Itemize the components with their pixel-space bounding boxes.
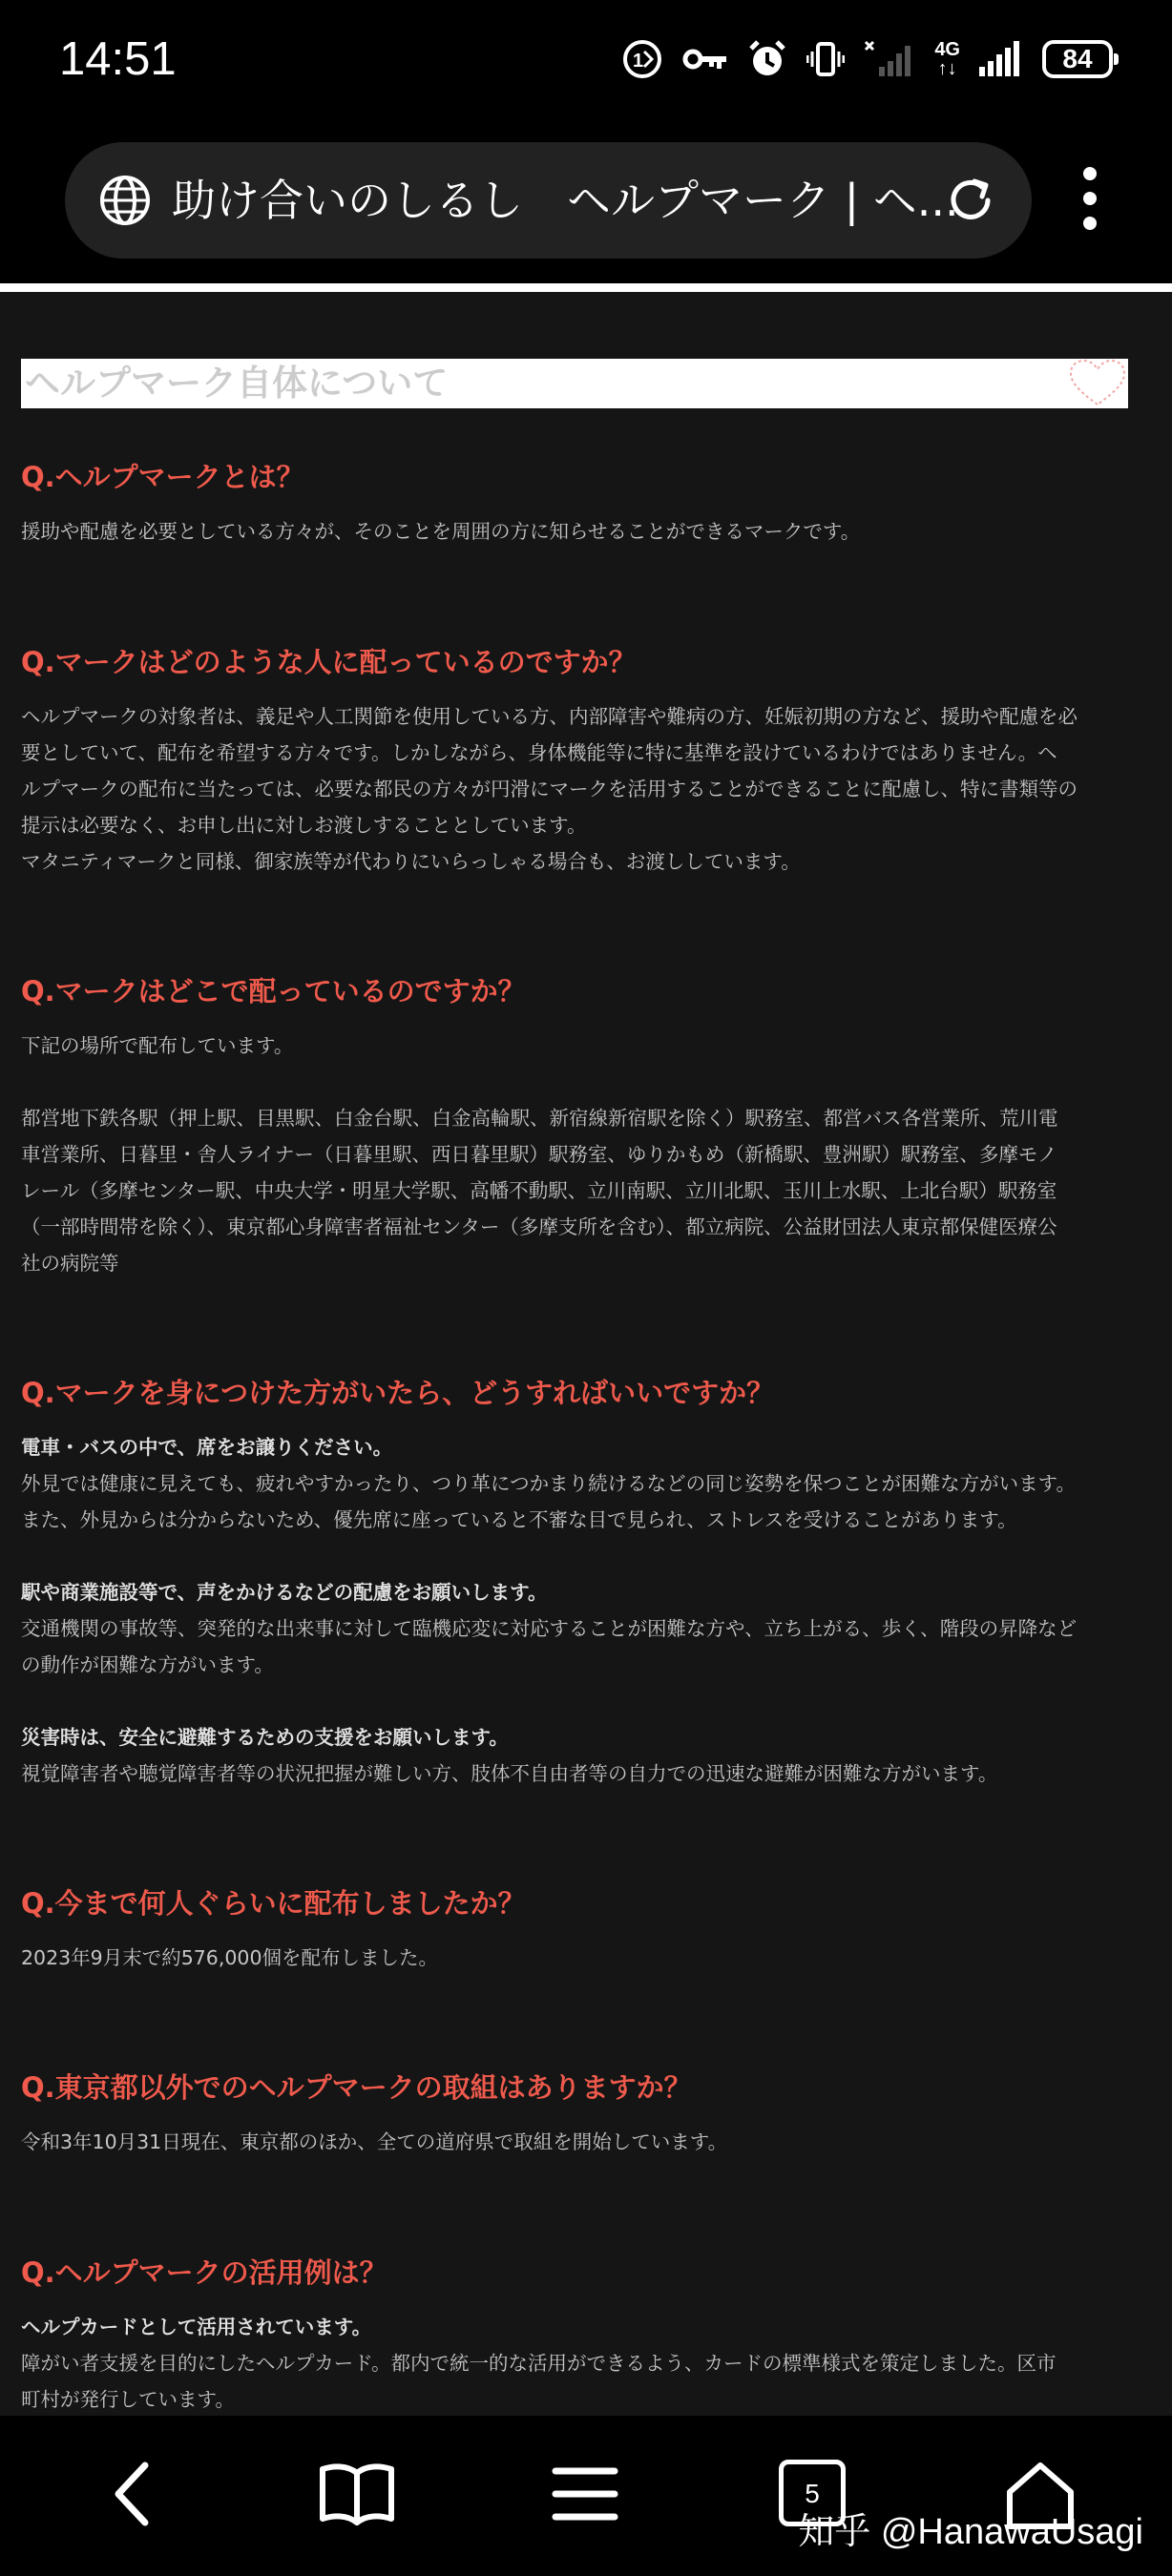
status-bar: [0, 0, 1172, 119]
answer-subheading: 災害時は、安全に避難するための支援をお願いします。: [21, 1726, 509, 1749]
faq-question: Q.マークはどのような人に配っているのですか？: [21, 646, 637, 678]
faq-question: Q.今まで何人ぐらいに配布しましたか？: [21, 1887, 526, 1920]
answer-line: 提示は必要なく、お申し出に対しお渡しすることとしています。: [21, 814, 587, 837]
faq-answer: [21, 2309, 1119, 2416]
answer-line: 社の病院等: [21, 1252, 119, 1275]
faq-item: [21, 643, 1119, 880]
alarm-icon: [747, 39, 787, 79]
browser-toolbar: [0, 119, 1172, 283]
answer-subheading: ヘルプカードとして活用されています。: [21, 2316, 372, 2338]
vpn-key-icon: [682, 45, 728, 73]
reload-icon[interactable]: [944, 174, 997, 231]
answer-subheading: 電車・バスの中で、席をお譲りください。: [21, 1436, 393, 1459]
menu-icon[interactable]: [552, 2460, 618, 2532]
faq-answer: [21, 1028, 1119, 1281]
network-type: [934, 40, 960, 78]
answer-line: 町村が発行しています。: [21, 2388, 235, 2411]
globe-icon: [98, 174, 152, 231]
page-top-border: [0, 283, 1172, 292]
answer-line: 視覚障害者や聴覚障害者等の状況把握が難しい方、肢体不自由者等の自力での迅速な避難が困難な方がいます。: [21, 1762, 998, 1785]
answer-line: ヘルプマークの対象者は、義足や人工関節を使用している方、内部障害や難病の方、妊娠初期の方など、援助や配慮を必: [21, 705, 1078, 728]
answer-line: ルプマークの配布に当たっては、必要な都民の方々が円滑にマークを活用することができることに配慮し、特に書類等の: [21, 778, 1078, 800]
faq-item: [21, 1884, 1119, 1976]
faq-item: [21, 458, 1119, 550]
section-title: ヘルプマーク自体について: [25, 363, 449, 404]
faq-answer: 2023年9月末で約576,000個を配布しました。: [21, 1946, 438, 1969]
network-activity-label: ↑↓: [937, 58, 957, 79]
faq-answer: 援助や配慮を必要としている方々が、そのことを周囲の方に知らせることができるマークです。: [21, 520, 861, 543]
back-icon[interactable]: [107, 2460, 157, 2532]
heart-icon: [1067, 359, 1128, 412]
status-icons: [621, 34, 1113, 84]
answer-line: マタニティマークと同様、御家族等が代わりにいらっしゃる場合も、お渡ししています。: [21, 850, 801, 873]
watermark: 知乎 @HanawaUsagi: [798, 2512, 1143, 2552]
answer-line: 障がい者支援を目的にしたヘルプカード。都内で統一的な活用ができるよう、カードの標準様式を策定しました。区市: [21, 2352, 1057, 2375]
battery-indicator: 84: [1042, 40, 1113, 78]
answer-line: 車営業所、日暮里・舎人ライナー（日暮里駅、西日暮里駅）駅務室、ゆりかもめ（新橋駅、豊洲駅）駅務室、多摩モノ: [21, 1143, 1057, 1166]
address-bar[interactable]: [65, 142, 1032, 259]
answer-subheading: 駅や商業施設等で、声をかけるなどの配慮をお願いします。: [21, 1581, 548, 1604]
signal-no-service-icon: [864, 40, 915, 78]
signal-full-icon: [979, 40, 1023, 78]
answer-line: 交通機関の事故等、突発的な出来事に対して臨機応変に対応することが困難な方や、立ち上がる、歩く、階段の昇降など: [21, 1617, 1078, 1640]
faq-answer: 令和3年10月31日現在、東京都のほか、全ての道府県で取組を開始しています。: [21, 2130, 728, 2153]
section-header: [21, 359, 1128, 408]
faq-answer: [21, 698, 1119, 880]
faq-item: [21, 2254, 1119, 2416]
answer-line: （一部時間帯を除く）、東京都心身障害者福祉センター（多摩支所を含む）、都立病院、公益財団法人東京都保健医療公: [21, 1215, 1057, 1238]
faq-item: [21, 972, 1119, 1281]
page-title[interactable]: 助け合いのしるし ヘルプマーク | ヘ...: [172, 175, 959, 226]
network-type-label: 4G: [934, 39, 960, 60]
faq-question: Q.ヘルプマークの活用例は？: [21, 2256, 387, 2289]
answer-line: レール（多摩センター駅、中央大学・明星大学駅、高幡不動駅、立川南駅、立川北駅、玉川上水駅、上北台駅）駅務室: [21, 1179, 1057, 1202]
bookmarks-icon[interactable]: [319, 2460, 395, 2532]
faq-item: [21, 2068, 1119, 2160]
faq-item: [21, 1374, 1119, 1792]
bottom-navigation: [0, 2416, 1172, 2576]
answer-line: また、外見からは分からないため、優先席に座っていると不審な目で見られ、ストレスを受けることがあります。: [21, 1508, 1017, 1531]
status-time: 14:51: [59, 33, 177, 85]
faq-question: Q.ヘルプマークとは？: [21, 461, 304, 493]
answer-line: 外見では健康に見えても、疲れやすかったり、つり革につかまり続けるなどの同じ姿勢を保つことが困難な方がいます。: [21, 1472, 1076, 1495]
more-options-icon[interactable]: [1071, 167, 1109, 281]
answer-line: 要としていて、配布を希望する方々です。しかしながら、身体機能等に特に基準を設けているわけではありません。ヘ: [21, 741, 1057, 764]
faq-answer: [21, 1429, 1119, 1792]
vibrate-icon: [806, 40, 845, 78]
svg-text:1: 1: [633, 51, 644, 72]
answer-intro: 下記の場所で配布しています。: [21, 1034, 294, 1057]
answer-line: の動作が困難な方がいます。: [21, 1653, 274, 1676]
page-content[interactable]: [0, 292, 1172, 2416]
faq-question: Q.東京都以外でのヘルプマークの取組はありますか？: [21, 2071, 692, 2104]
answer-line: 都営地下鉄各駅（押上駅、目黒駅、白金台駅、白金高輪駅、新宿線新宿駅を除く）駅務室、都営バス各営業所、荒川電: [21, 1107, 1058, 1130]
hd-call-icon: [621, 38, 663, 80]
tab-count: 5: [779, 2460, 846, 2526]
faq-question: Q.マークはどこで配っているのですか？: [21, 975, 526, 1008]
faq-question: Q.マークを身につけた方がいたら、どうすればいいですか？: [21, 1377, 775, 1409]
